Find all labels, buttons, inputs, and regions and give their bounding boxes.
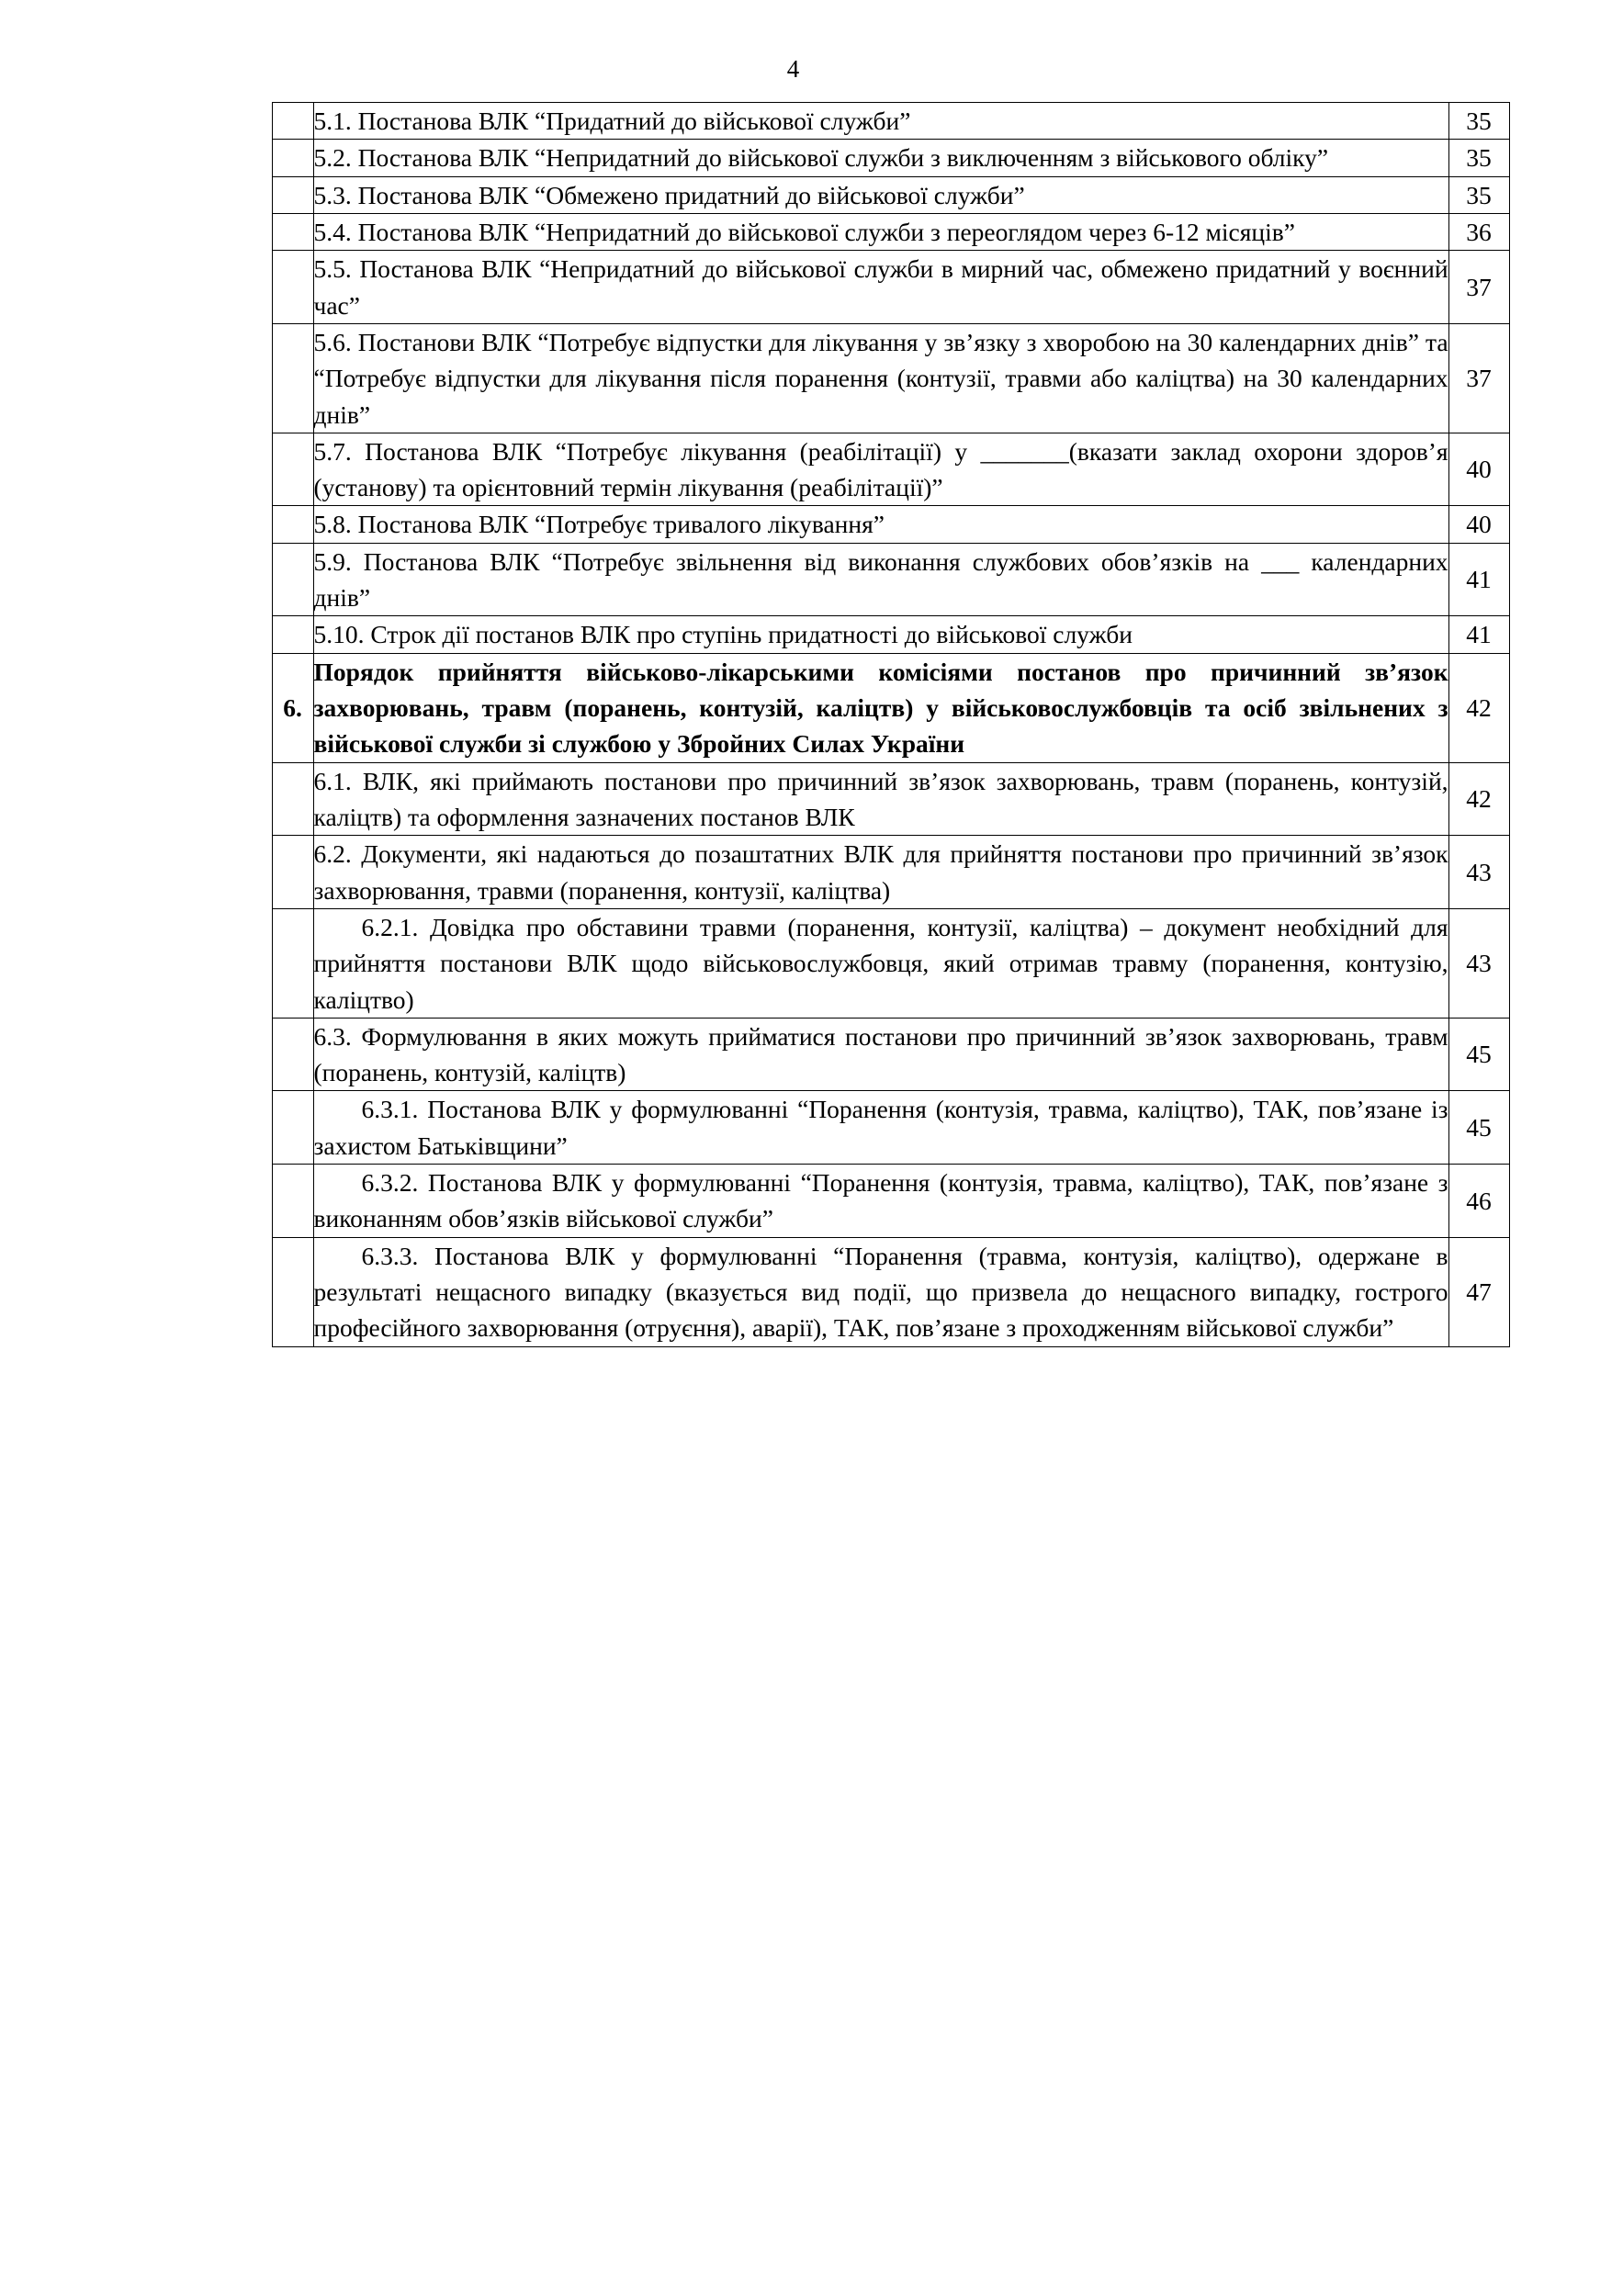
toc-section-number — [272, 506, 313, 543]
toc-table-body — [272, 103, 1509, 1347]
toc-entry-text: 6.2.1. Довідка про обставини травми (поранення, контузії, каліцтва) – документ необхідний для прийняття постанови ВЛК щодо військовослужбовця, який отримав травму (поранення, контузію, каліцтво) — [313, 912, 1448, 1014]
toc-entry-page-number: 42 — [1448, 762, 1509, 836]
toc-entry-title[interactable] — [313, 908, 1448, 1018]
toc-entry-text: 5.2. Постанова ВЛК “Непридатний до військової служби з виключенням з військового обліку” — [313, 143, 1329, 173]
toc-entry-page-number: 43 — [1448, 836, 1509, 909]
toc-entry-text: 5.6. Постанови ВЛК “Потребує відпустки для лікування у зв’язку з хворобою на 30 календарних днів” та “Потребує відпустки для лікування після поранення (контузії, травми або каліцтва) на 30 календарних днів” — [313, 327, 1448, 429]
toc-section-number — [272, 1018, 313, 1091]
table-row — [272, 908, 1509, 1018]
table-row — [272, 251, 1509, 324]
toc-entry-text: 6.3.3. Постанова ВЛК у формулюванні “Поранення (травма, контузія, каліцтво), одержане в результаті нещасного випадку (вказується вид події, що призвела до нещасного випадку, гострого професійного захворювання (отруєння), аварії), ТАК, пов’язане з проходженням військової служби” — [313, 1241, 1448, 1343]
toc-section-number — [272, 176, 313, 213]
table-row — [272, 103, 1509, 140]
toc-section-number — [272, 103, 313, 140]
toc-entry-page-number: 41 — [1448, 543, 1509, 616]
toc-section-number — [272, 908, 313, 1018]
toc-entry-page-number: 42 — [1448, 653, 1509, 762]
toc-section-number — [272, 213, 313, 250]
page-number: 4 — [786, 55, 800, 83]
toc-entry-page-number: 41 — [1448, 616, 1509, 653]
toc-entry-page-number: 37 — [1448, 251, 1509, 324]
toc-entry-page-number: 45 — [1448, 1091, 1509, 1165]
toc-entry-title[interactable] — [313, 176, 1448, 213]
toc-section-number — [272, 323, 313, 433]
table-row — [272, 323, 1509, 433]
toc-entry-title[interactable] — [313, 616, 1448, 653]
toc-section-number — [272, 433, 313, 506]
toc-section-number — [272, 1091, 313, 1165]
toc-entry-title[interactable] — [313, 653, 1448, 762]
toc-entry-page-number: 43 — [1448, 908, 1509, 1018]
toc-entry-page-number: 40 — [1448, 433, 1509, 506]
toc-section-number: 6. — [272, 653, 313, 762]
toc-section-number — [272, 836, 313, 909]
table-row — [272, 762, 1509, 836]
toc-entry-text: 6.1. ВЛК, які приймають постанови про причинний зв’язок захворювань, травм (поранень, контузій, каліцтв) та оформлення зазначених постанов ВЛК — [313, 766, 1448, 831]
table-row — [272, 1237, 1509, 1346]
table-row — [272, 543, 1509, 616]
toc-entry-title[interactable] — [313, 1091, 1448, 1165]
toc-section-number — [272, 1165, 313, 1238]
toc-entry-page-number: 45 — [1448, 1018, 1509, 1091]
toc-entry-text: 5.7. Постанова ВЛК “Потребує лікування (реабілітації) у _______(вказати заклад охорони здоров’я (установу) та орієнтовний термін лікування (реабілітації)” — [313, 436, 1448, 502]
toc-entry-page-number: 35 — [1448, 140, 1509, 176]
toc-entry-text: 6.3.1. Постанова ВЛК у формулюванні “Поранення (контузія, травма, каліцтво), ТАК, пов’язане із захистом Батьківщини” — [313, 1095, 1448, 1160]
toc-entry-text: 5.1. Постанова ВЛК “Придатний до військової служби” — [313, 107, 911, 135]
toc-entry-title[interactable] — [313, 251, 1448, 324]
toc-entry-text: 6.3. Формулювання в яких можуть прийматися постанови про причинний зв’язок захворювань, травм (поранень, контузій, каліцтв) — [313, 1021, 1448, 1087]
table-row — [272, 1018, 1509, 1091]
toc-entry-title[interactable] — [313, 1018, 1448, 1091]
toc-entry-text: 6.2. Документи, які надаються до позаштатних ВЛК для прийняття постанови про причинний зв’язок захворювання, травми (поранення, контузії, каліцтва) — [313, 839, 1448, 905]
toc-entry-title[interactable] — [313, 433, 1448, 506]
toc-entry-text: 5.10. Строк дії постанов ВЛК про ступінь придатності до військової служби — [313, 620, 1133, 649]
toc-entry-title[interactable] — [313, 213, 1448, 250]
toc-entry-title[interactable] — [313, 543, 1448, 616]
toc-entry-page-number: 37 — [1448, 323, 1509, 433]
toc-section-number — [272, 543, 313, 616]
toc-section-number — [272, 251, 313, 324]
toc-entry-text: 5.8. Постанова ВЛК “Потребує тривалого лікування” — [313, 510, 885, 539]
toc-entry-title[interactable] — [313, 1237, 1448, 1346]
table-row — [272, 616, 1509, 653]
toc-entry-title[interactable] — [313, 140, 1448, 176]
toc-entry-text: 5.4. Постанова ВЛК “Непридатний до військової служби з переоглядом через 6-12 місяців” — [313, 217, 1295, 246]
toc-entry-text: 5.9. Постанова ВЛК “Потребує звільнення від виконання службових обов’язків на ___ календарних днів” — [313, 546, 1448, 613]
table-row — [272, 506, 1509, 543]
toc-entry-page-number: 40 — [1448, 506, 1509, 543]
toc-entry-page-number: 35 — [1448, 103, 1509, 140]
toc-entry-page-number: 36 — [1448, 213, 1509, 250]
toc-entry-text: Порядок прийняття військово-лікарськими комісіями постанов про причинний зв’язок захворювань, травм (поранень, контузій, каліцтв) у військовослужбовців та осіб звільнених з військової служби зі службою у Збройних Силах України — [313, 657, 1448, 759]
table-row — [272, 1091, 1509, 1165]
toc-entry-title[interactable] — [313, 103, 1448, 140]
table-row — [272, 653, 1509, 762]
toc-entry-text: 5.3. Постанова ВЛК “Обмежено придатний до військової служби” — [313, 180, 1025, 209]
toc-entry-text: 5.5. Постанова ВЛК “Непридатний до військової служби в мирний час, обмежено придатний у воєнний час” — [313, 254, 1448, 320]
table-of-contents-table — [272, 102, 1510, 1347]
table-row — [272, 176, 1509, 213]
toc-section-number — [272, 762, 313, 836]
table-row — [272, 433, 1509, 506]
toc-container — [114, 102, 1510, 1347]
toc-entry-title[interactable] — [313, 762, 1448, 836]
toc-entry-page-number: 47 — [1448, 1237, 1509, 1346]
toc-entry-title[interactable] — [313, 323, 1448, 433]
toc-entry-title[interactable] — [313, 506, 1448, 543]
toc-entry-title[interactable] — [313, 836, 1448, 909]
toc-section-number — [272, 1237, 313, 1346]
toc-section-number — [272, 616, 313, 653]
table-row — [272, 140, 1509, 176]
toc-entry-page-number: 46 — [1448, 1165, 1509, 1238]
toc-entry-text: 6.3.2. Постанова ВЛК у формулюванні “Поранення (контузія, травма, каліцтво), ТАК, пов’язане з виконанням обов’язків військової служби” — [313, 1168, 1448, 1233]
table-row — [272, 836, 1509, 909]
toc-section-number — [272, 140, 313, 176]
table-row — [272, 213, 1509, 250]
toc-entry-title[interactable] — [313, 1165, 1448, 1238]
table-row — [272, 1165, 1509, 1238]
toc-entry-page-number: 35 — [1448, 176, 1509, 213]
